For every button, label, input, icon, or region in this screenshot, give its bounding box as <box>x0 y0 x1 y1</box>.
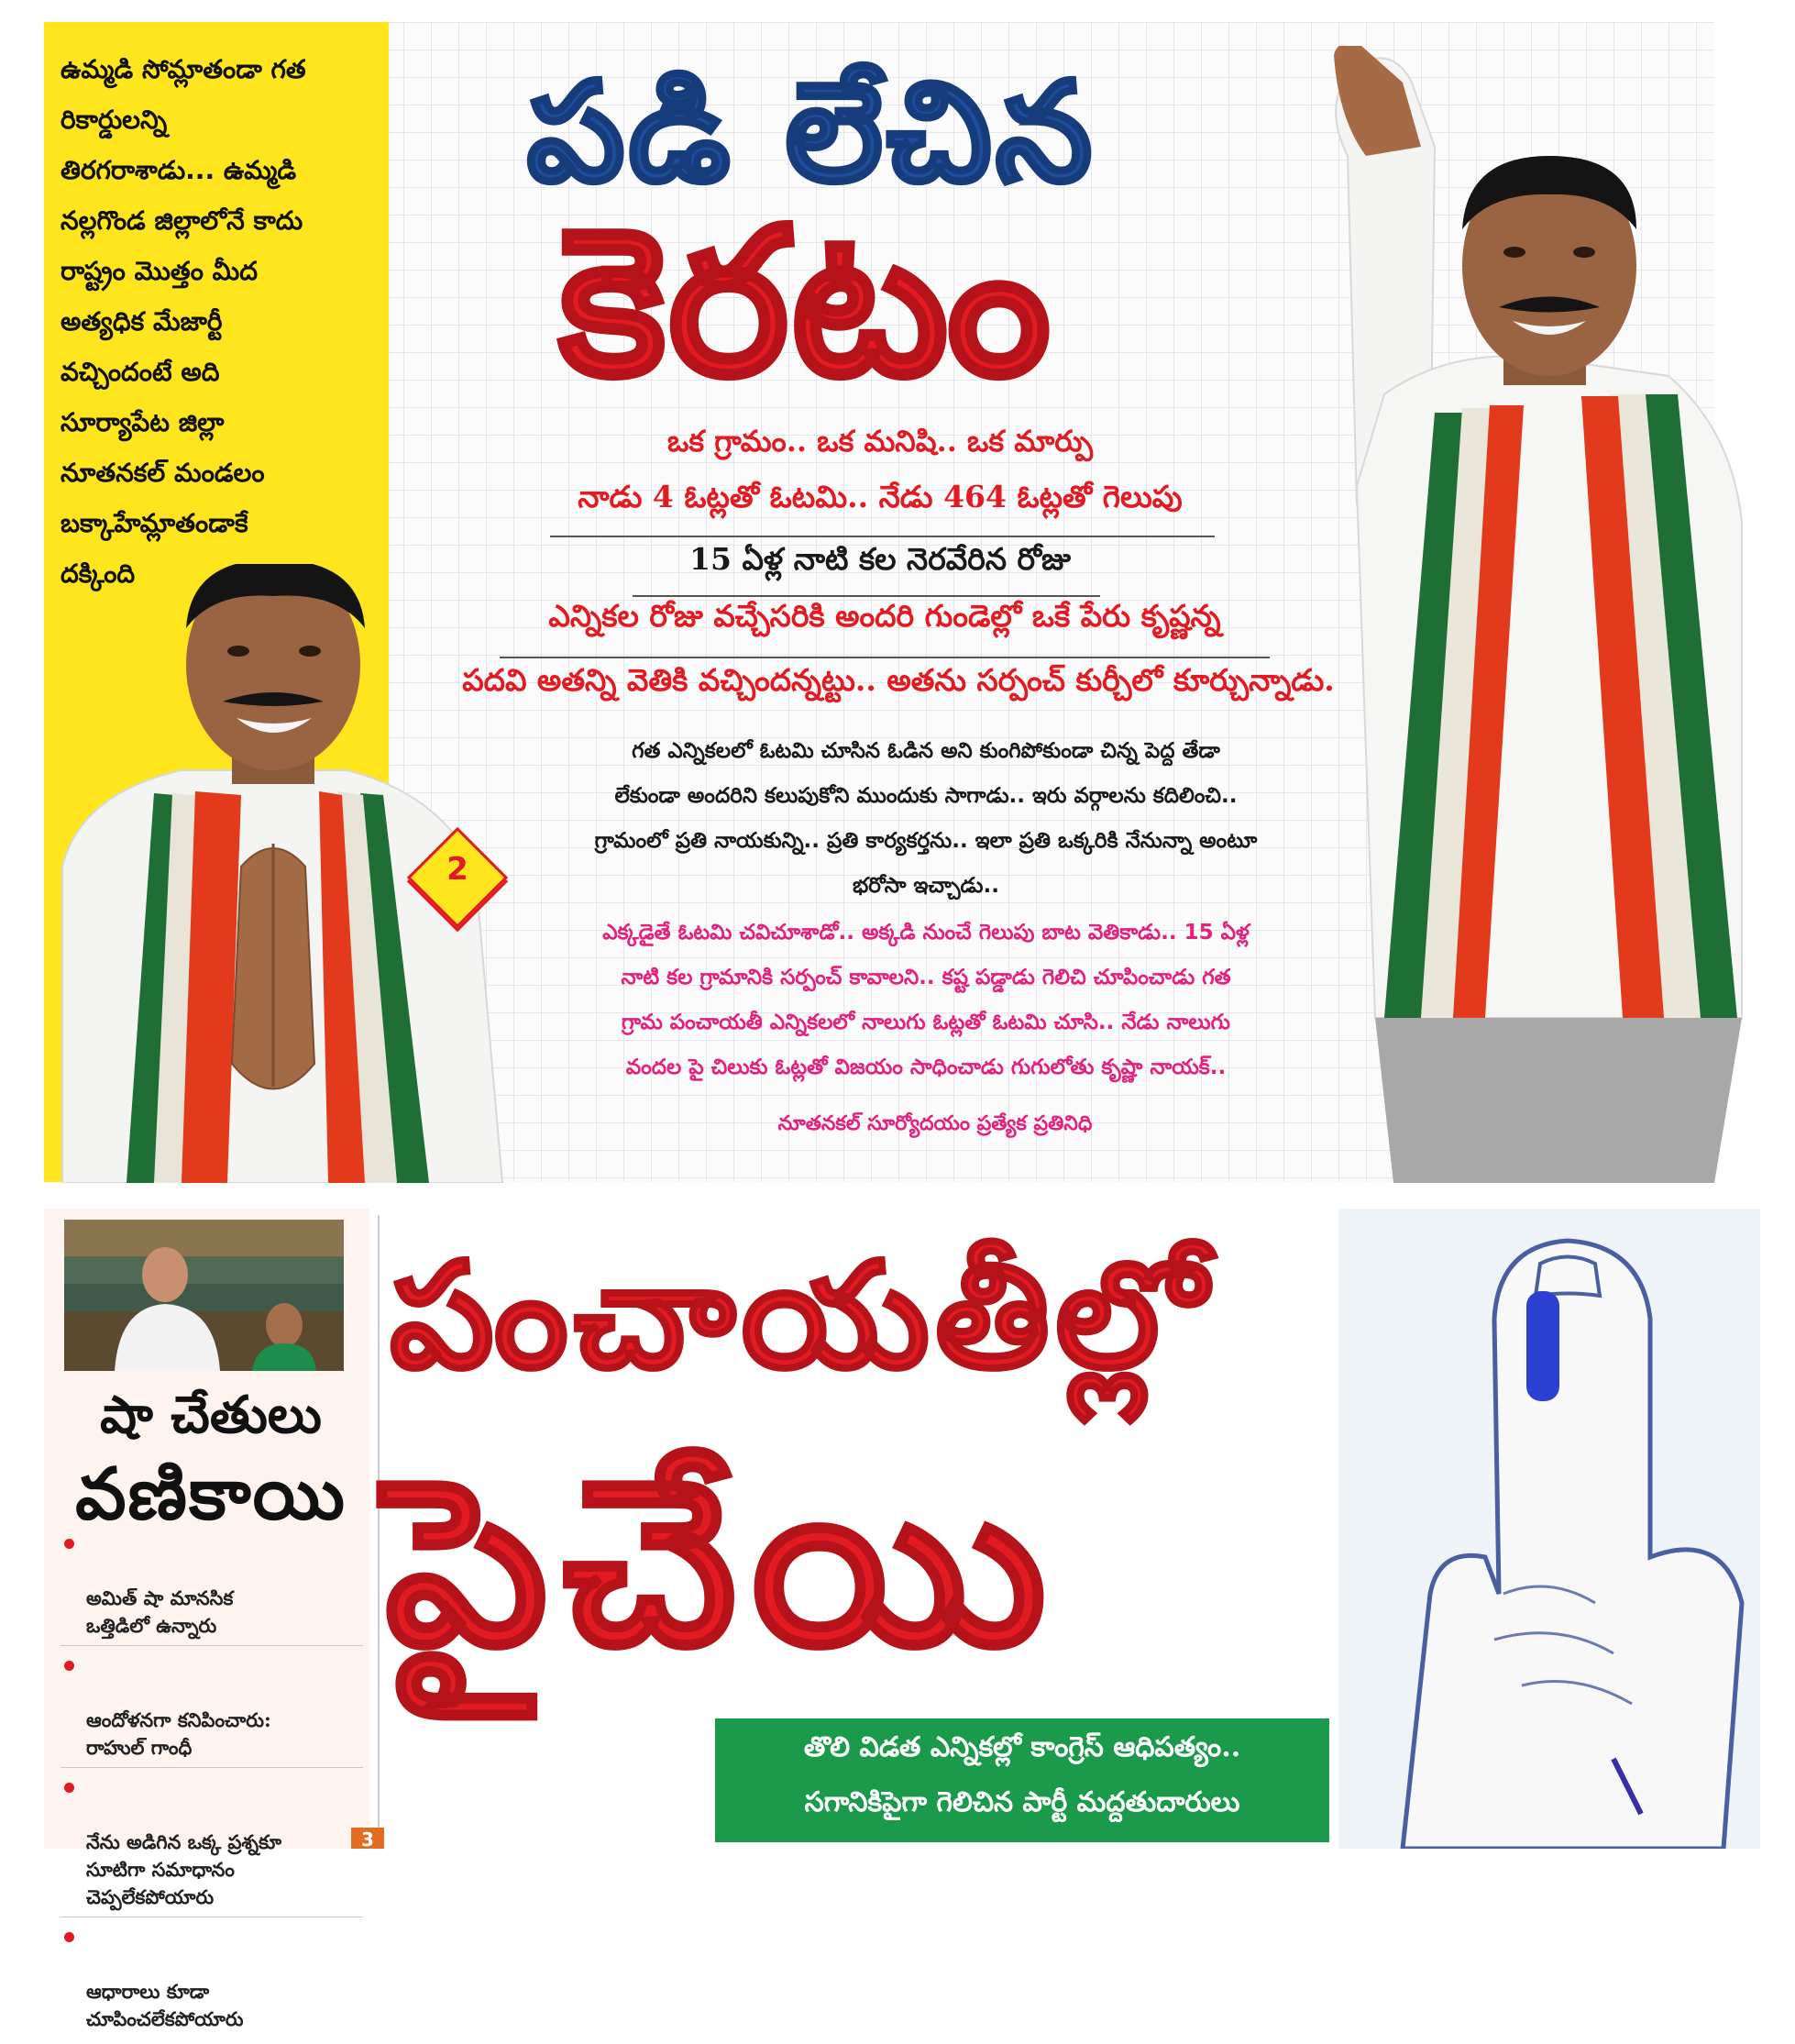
bullet-text: ఆందోళనగా కనిపించారు: రాహుల్ గాంధీ <box>86 1708 271 1759</box>
bullet-item <box>61 1530 363 1646</box>
body-line: వందల పై చిలుకు ఓట్లతో విజయం సాధించాడు గుగులోతు కృష్ణా నాయక్.. <box>625 1055 1227 1079</box>
candidate-waving-photo <box>1283 46 1760 1183</box>
bullet-dot-icon <box>64 1661 74 1671</box>
sidebar-line: బక్కాహేమ్లాతండాకే <box>61 508 248 538</box>
subheadline-box <box>715 1718 1329 1842</box>
deck-line: ఒక గ్రామం.. ఒక మనిషి.. ఒక మార్పు <box>666 424 1093 459</box>
bullet-item <box>61 1923 363 2038</box>
sidebar-line: రికార్డులన్ని <box>61 105 168 135</box>
sidebar-line: నల్లగొండ జిల్లాలోనే కాదు <box>61 205 303 236</box>
body-line: భరోసా ఇచ్చాడు.. <box>852 874 999 898</box>
body-line: ఎక్కడైతే ఓటమి చవిచూశాడో.. అక్కడి నుంచే గెలుపు బాట వెతికాడు.. 15 ఏళ్ల <box>602 921 1250 945</box>
headline-main: కెరటం <box>559 185 1054 420</box>
sidebar-text <box>61 44 372 599</box>
article-body-highlight <box>513 911 1338 1090</box>
inked-finger-illustration <box>1338 1209 1760 1849</box>
article-body <box>513 729 1338 909</box>
deck-line: 15 ఏళ్ల నాటి కల నెరవేరిన రోజు <box>689 541 1071 577</box>
sidebar-line: సూర్యాపేట జిల్లా <box>61 407 225 437</box>
body-line: లేకుండా అందరిని కలుపుకోని ముందుకు సాగాడు.. ఇరు వర్గాలను కదిలించి.. <box>614 784 1238 808</box>
subheadline-line: సగానికిపైగా గెలిచిన పార్టీ మద్దతుదారులు <box>804 1786 1240 1818</box>
bullet-text: అమిత్ షా మానసిక ఒత్తిడిలో ఉన్నారు <box>86 1586 234 1637</box>
side-bullet-list <box>61 1530 363 2044</box>
main-headline-2: పైచేయి <box>385 1430 1062 1696</box>
side-headline-1: షా చేతులు <box>100 1385 322 1445</box>
sidebar-line: దక్కింది <box>61 558 136 589</box>
bullet-dot-icon <box>64 1932 74 1942</box>
bullet-text: ఆధారాలు కూడా చూపించలేకపోయారు <box>86 1980 244 2030</box>
divider <box>633 595 1100 597</box>
bullet-dot-icon <box>64 1539 74 1549</box>
body-line: గత ఎన్నికలలో ఓటమి చూసిన ఓడిన అని కుంగిపోకుండా చిన్న పెద్ద తేడా <box>632 739 1220 763</box>
divider <box>550 536 1215 537</box>
sidebar-line: వచ్చిందంటే అది <box>61 357 220 387</box>
column-divider <box>378 1215 380 1848</box>
bullet-item <box>61 1652 363 1768</box>
page-badge-number[interactable]: 2 <box>446 851 468 888</box>
byline: నూతనకల్ సూర్యోదయం ప్రత్యేక ప్రతినిధి <box>777 1112 1093 1135</box>
body-line: గ్రామ పంచాయతీ ఎన్నికలలో నాలుగు ఓట్లతో ఓటమి చూసి.. నేడు నాలుగు <box>622 1011 1230 1034</box>
sidebar-line: నూతనకల్ మండలం <box>61 458 265 488</box>
bullet-dot-icon <box>64 1783 74 1793</box>
sidebar-line: రాష్ట్రం మొత్తం మీద <box>61 256 259 286</box>
side-headline-2: వణికాయి <box>75 1453 347 1536</box>
subheadline-line: తొలి విడత ఎన్నికల్లో కాంగ్రెస్ ఆధిపత్యం.. <box>803 1731 1241 1763</box>
bullet-item <box>61 1773 363 1917</box>
sidebar-line: తిరగరాశాడు... ఉమ్మడి <box>61 155 297 185</box>
body-line: నాటి కల గ్రామానికి సర్పంచ్ కావాలని.. కష్ట పడ్డాడు గెలిచి చూపించాడు గత <box>621 966 1231 989</box>
parliament-photo <box>64 1220 344 1371</box>
sidebar-line: అత్యధిక మేజార్టీ <box>61 306 223 337</box>
sidebar-line: ఉమ్మడి సోమ్లాతండా గత <box>61 54 306 84</box>
divider <box>500 657 1270 658</box>
headline-top: పడి లేచిన <box>526 53 1096 213</box>
deck-line: ఎన్నికల రోజు వచ్చేసరికి అందరి గుండెల్లో ఒకే పేరు కృష్ణన్న <box>548 598 1221 634</box>
bullet-text: నేను అడిగిన ఒక్క ప్రశ్నకూ సూటిగా సమాధానం చెప్పలేకపోయారు <box>86 1830 281 1908</box>
main-headline-1: పంచాయతీల్లో <box>390 1230 1212 1401</box>
deck-line: పదవి అతన్ని వెతికి వచ్చిందన్నట్టు.. అతను సర్పంచ్ కుర్చీలో కూర్చున్నాడు. <box>462 662 1335 698</box>
body-line: గ్రామంలో ప్రతి నాయకున్ని.. ప్రతి కార్యకర్తను.. ఇలా ప్రతి ఒక్కరికి నేనున్నా అంటూ <box>594 829 1258 853</box>
page-badge-number[interactable]: 3 <box>351 1828 384 1849</box>
deck-line: నాడు 4 ఓట్లతో ఓటమి.. నేడు 464 ఓట్లతో గెలుపు <box>578 479 1183 514</box>
